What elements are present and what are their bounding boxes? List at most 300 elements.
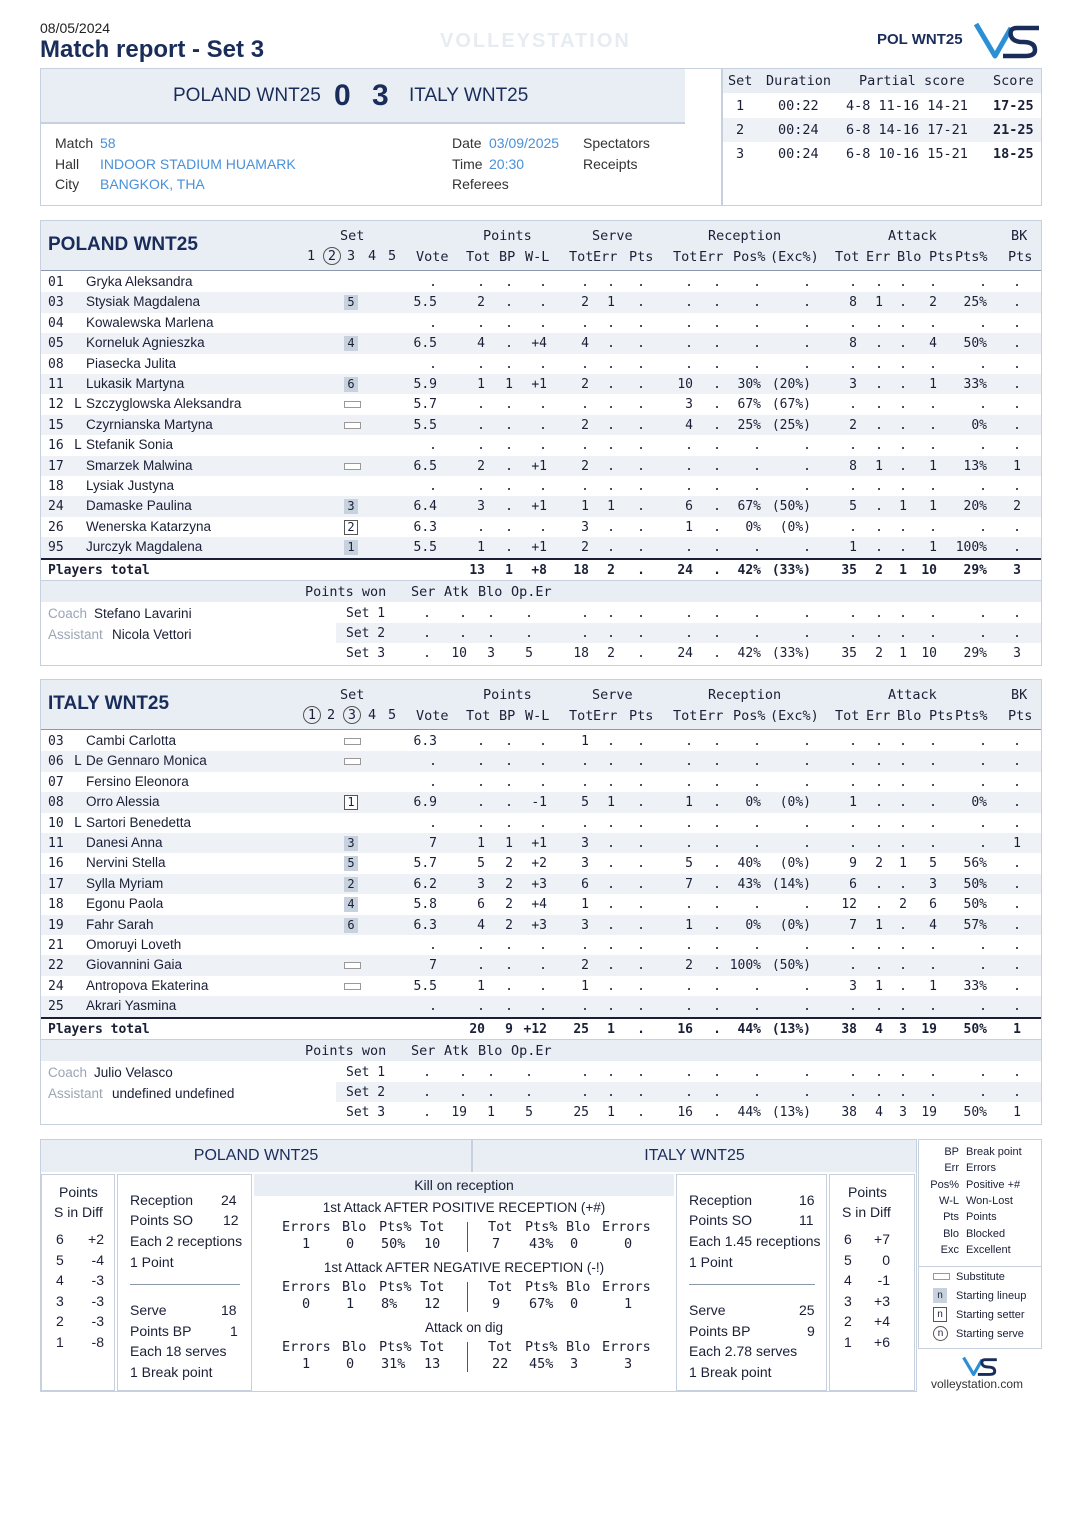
stat-spts: .: [637, 562, 645, 578]
set-duration: 00:24: [778, 146, 819, 162]
stat-bk: .: [1013, 774, 1021, 790]
stat-appct: .: [979, 438, 987, 454]
stat-appct: .: [979, 999, 987, 1015]
legend-abbr: Pts: [943, 1211, 959, 1224]
player-name: Szczyglowska Aleksandra: [86, 396, 242, 412]
block-left-value: 1: [302, 1356, 311, 1372]
stat-rpos: 25%: [737, 417, 761, 433]
stat-rtot: 5: [685, 856, 693, 872]
stat-wl: .: [539, 519, 547, 535]
stat-bp: .: [505, 295, 513, 311]
stat-spts: .: [637, 315, 645, 331]
block-right-value: 45%: [529, 1356, 554, 1372]
stat-serr: .: [607, 417, 615, 433]
stat-aerr: .: [875, 356, 883, 372]
stat-rtot: 24: [677, 646, 693, 662]
stat-rpos: 42%: [737, 646, 761, 662]
stat-serr: .: [607, 815, 615, 831]
stat-apts: 10: [921, 646, 937, 662]
set-indicator-2: 2: [327, 707, 336, 723]
stat-rpos: 30%: [737, 377, 761, 392]
stat-aerr: 2: [875, 646, 883, 662]
stat-vote: .: [429, 315, 437, 331]
stat-bk: 3: [1013, 646, 1021, 662]
atk-err-header: Err: [866, 249, 891, 265]
stat-serr: .: [607, 836, 615, 851]
stat-stot: .: [581, 1085, 589, 1100]
referees-label: Referees: [452, 176, 509, 192]
stat-serr: .: [607, 938, 615, 953]
stat-oper: 5: [525, 646, 533, 662]
stat-rerr: .: [713, 397, 721, 413]
partial-col-header: Partial score: [859, 73, 965, 89]
starting-position-badge: 5: [344, 295, 358, 310]
set-score: 17-25: [993, 98, 1034, 114]
stat-apts: 1: [929, 458, 937, 474]
stat-atot: 6: [849, 876, 857, 892]
stat-apts: .: [929, 438, 937, 454]
set-row: [723, 94, 1041, 118]
player-name: Egonu Paola: [86, 896, 164, 912]
stat-rpos: 40%: [737, 856, 761, 872]
date-time-values: [489, 133, 559, 174]
stat-rerr: .: [713, 754, 721, 770]
stat-atot: 2: [849, 417, 857, 433]
block-right-value: 0: [570, 1236, 579, 1252]
stat-bk: .: [1013, 397, 1021, 413]
stat-spts: .: [637, 815, 645, 831]
block-left-value: 0: [346, 1236, 355, 1252]
stat-ablo: .: [899, 295, 907, 311]
block-right-header: Blo: [566, 1339, 591, 1355]
stat-atk: .: [459, 626, 467, 641]
stat-ptot: 13: [469, 562, 485, 578]
starting-setter-icon: n: [933, 1307, 947, 1322]
rotation-number: 5: [56, 1251, 64, 1268]
set-stats-row: [336, 623, 1041, 643]
stat-spts: .: [637, 1105, 645, 1121]
players-total-label: Players total: [48, 562, 150, 578]
stat-rtot: .: [685, 356, 693, 372]
stat-bp: .: [505, 795, 513, 811]
city-label: City: [55, 176, 80, 192]
stat-stot: .: [581, 754, 589, 770]
serve-label: Serve: [130, 1302, 167, 1318]
stat-stot: 6: [581, 876, 589, 892]
stat-ablo: .: [899, 958, 907, 974]
stat-rerr: .: [713, 356, 721, 372]
stat-vote: .: [429, 275, 437, 290]
libero-mark: L: [74, 438, 82, 454]
stat-rpos: 67%: [737, 397, 761, 413]
stat-rerr: .: [713, 626, 721, 641]
stat-atk: .: [459, 605, 467, 621]
bk-header: BK: [1011, 687, 1028, 703]
stat-aerr: .: [875, 519, 883, 535]
coach-name: Julio Velasco: [94, 1064, 173, 1080]
stat-rpos: .: [753, 1064, 761, 1080]
player-row: [41, 894, 1041, 914]
legend-abbr: Err: [944, 1162, 959, 1175]
stat-rexc: .: [803, 295, 811, 311]
points-bp-label: Points BP: [689, 1323, 751, 1339]
one-point: 1 Point: [689, 1254, 733, 1270]
player-number: 21: [48, 938, 64, 953]
stat-oper: .: [525, 626, 533, 641]
player-row: [41, 374, 1041, 394]
set-indicator-5: 5: [388, 248, 397, 264]
stat-rpos: .: [753, 626, 761, 641]
stat-vote: .: [429, 356, 437, 372]
stat-rerr: .: [713, 1064, 721, 1080]
stat-vote: 5.7: [413, 856, 437, 872]
stat-bk: 1: [1013, 1021, 1021, 1037]
stat-aerr: 1: [875, 295, 883, 311]
legend-desc: Points: [966, 1211, 997, 1224]
serve-tot-header: Tot: [569, 708, 594, 724]
stat-bk: .: [1013, 999, 1021, 1015]
summary-home-team: POLAND WNT25: [41, 1140, 471, 1172]
stat-ptot: 1: [477, 978, 485, 994]
stat-apts: .: [929, 734, 937, 749]
stat-apts: 19: [921, 1021, 937, 1037]
stat-bk: 1: [1013, 1105, 1021, 1121]
stat-rexc: .: [803, 1085, 811, 1100]
rotation-diff: +2: [88, 1231, 104, 1247]
stat-ptot: .: [477, 754, 485, 770]
stat-ptot: 2: [477, 295, 485, 311]
points-bp-label: Points BP: [130, 1323, 192, 1339]
stat-rerr: .: [713, 917, 721, 933]
spectators-labels: [583, 133, 650, 174]
stat-wl: .: [539, 438, 547, 454]
stat-rexc: .: [803, 356, 811, 372]
points-label: Points: [848, 1184, 887, 1200]
stat-rpos: 100%: [729, 958, 761, 974]
reception-value: 16: [799, 1192, 815, 1208]
stat-bk: .: [1013, 734, 1021, 749]
stat-bp: .: [505, 417, 513, 433]
points-won-col: Op.Er: [511, 583, 552, 600]
stat-rerr: .: [713, 295, 721, 311]
starting-setter-badge: 1: [344, 795, 358, 810]
rec-exc-header: (Exc%): [770, 249, 819, 265]
player-name: Stysiak Magdalena: [86, 294, 201, 310]
serve-pts-header: Pts: [629, 708, 654, 724]
stat-rerr: .: [713, 646, 721, 662]
stat-serr: 1: [607, 1021, 615, 1037]
stat-atot: .: [849, 999, 857, 1015]
player-name: Piasecka Julita: [86, 355, 177, 371]
player-row: [41, 354, 1041, 374]
player-name: Lysiak Justyna: [86, 478, 175, 493]
stat-ptot: .: [477, 315, 485, 331]
block-right-value: 0: [570, 1296, 579, 1312]
stat-apts: .: [929, 275, 937, 290]
stat-apts: .: [929, 958, 937, 974]
stat-ablo: .: [899, 540, 907, 556]
player-name: Danesi Anna: [86, 835, 163, 850]
player-number: 17: [48, 458, 64, 474]
stat-serr: 1: [607, 1105, 615, 1121]
stat-rtot: .: [685, 626, 693, 641]
stat-rexc: (0%): [779, 519, 811, 535]
stat-serr: .: [607, 336, 615, 352]
player-name: Orro Alessia: [86, 794, 160, 810]
stat-serr: .: [607, 734, 615, 749]
player-row: [41, 415, 1041, 435]
stat-stot: 18: [573, 646, 589, 662]
player-name: Jurczyk Magdalena: [86, 539, 203, 555]
serve-header: Serve: [592, 228, 633, 244]
stat-bp: .: [505, 734, 513, 749]
stat-rerr: .: [713, 336, 721, 352]
stat-vote: 5.5: [413, 417, 437, 433]
substitute-icon: [933, 1273, 950, 1280]
stat-rpos: .: [753, 336, 761, 352]
home-rotation-column: [41, 1174, 115, 1391]
stat-spts: .: [637, 978, 645, 994]
stat-apts: 5: [929, 856, 937, 872]
stat-bk: .: [1013, 295, 1021, 311]
set-number: 1: [736, 98, 745, 114]
block-left-value: 13: [424, 1356, 441, 1372]
stat-stot: .: [581, 815, 589, 831]
stat-appct: 0%: [971, 417, 987, 433]
block-divider: [467, 1342, 468, 1372]
stat-appct: 0%: [971, 795, 987, 811]
stat-spts: .: [637, 499, 645, 515]
stat-rerr: .: [713, 540, 721, 556]
stat-aerr: .: [875, 336, 883, 352]
block-right-header: Errors: [602, 1279, 651, 1295]
stat-aerr: .: [875, 795, 883, 811]
diff-label: Diff: [82, 1204, 103, 1220]
stat-rexc: .: [803, 540, 811, 556]
stat-vote: .: [429, 479, 437, 494]
stat-serr: .: [607, 275, 615, 290]
stat-rpos: 44%: [737, 1021, 761, 1037]
wl-header: W-L: [525, 249, 550, 265]
player-row: [41, 456, 1041, 476]
stat-vote: 6.5: [413, 336, 437, 352]
stat-atot: .: [849, 958, 857, 974]
stat-rtot: .: [685, 897, 693, 913]
stat-atk: .: [459, 1064, 467, 1080]
rotation-number: 1: [844, 1333, 852, 1350]
set-col-header: Set: [728, 73, 753, 89]
stat-aerr: .: [875, 999, 883, 1015]
block-left-value: 8%: [381, 1296, 398, 1312]
stat-rexc: .: [803, 605, 811, 621]
stat-apts: .: [929, 815, 937, 831]
separator: [689, 1284, 815, 1285]
set-header: Set: [340, 687, 365, 703]
player-number: 26: [48, 519, 64, 535]
stat-rtot: .: [685, 815, 693, 831]
player-name: Omoruyi Loveth: [86, 937, 182, 952]
each-serves: Each 18 serves: [130, 1343, 227, 1359]
stat-serr: 1: [607, 295, 615, 311]
stat-wl: .: [539, 999, 547, 1015]
stat-rexc: .: [803, 626, 811, 641]
block-right-value: 67%: [529, 1296, 554, 1312]
stat-stot: 25: [573, 1105, 589, 1121]
set-partial: 6-8 10-16 15-21: [846, 146, 968, 162]
stat-ablo: .: [899, 815, 907, 831]
stat-wl: .: [539, 417, 547, 433]
player-number: 24: [48, 978, 64, 994]
stat-atot: 3: [849, 978, 857, 994]
stat-apts: .: [929, 1085, 937, 1100]
player-number: 10: [48, 815, 64, 831]
stat-bp: 1: [505, 562, 513, 578]
stat-rerr: .: [713, 275, 721, 290]
player-row: [41, 792, 1041, 812]
stat-atot: .: [849, 1064, 857, 1080]
home-team-stats-table: [40, 220, 1042, 666]
stat-apts: 1: [929, 978, 937, 994]
stat-rtot: .: [685, 315, 693, 331]
stat-atot: 5: [849, 499, 857, 515]
stat-spts: .: [637, 479, 645, 494]
stat-vote: 5.9: [413, 377, 437, 392]
stat-ser: .: [423, 605, 431, 621]
player-name: Fahr Sarah: [86, 916, 154, 932]
stat-bp: 2: [505, 917, 513, 933]
set-number: 2: [736, 122, 745, 138]
atk-tot-header: Tot: [835, 249, 860, 265]
match-time: 20:30: [489, 155, 525, 172]
break-point: 1 Break point: [130, 1364, 213, 1380]
block-left-header: Pts%: [379, 1339, 412, 1355]
stat-spts: .: [637, 519, 645, 535]
stat-appct: 25%: [963, 295, 987, 311]
stat-rtot: .: [685, 438, 693, 454]
set-row: [723, 118, 1041, 142]
stat-stot: 3: [581, 519, 589, 535]
serve-value: 25: [799, 1302, 815, 1318]
match-number: 58: [100, 135, 116, 151]
points-so-label: Points SO: [689, 1212, 753, 1228]
rotation-number: 3: [56, 1292, 64, 1309]
stat-ptot: .: [477, 938, 485, 953]
stat-apts: .: [929, 938, 937, 953]
stat-vote: .: [429, 999, 437, 1015]
stat-rpos: .: [753, 605, 761, 621]
stat-spts: .: [637, 295, 645, 311]
stat-rtot: .: [685, 605, 693, 621]
stat-ablo: .: [899, 315, 907, 331]
stat-ptot: .: [477, 519, 485, 535]
match-info-labels: [55, 133, 93, 195]
stat-rpos: .: [753, 938, 761, 953]
block-right-value: 7: [492, 1236, 501, 1252]
atk-err-header: Err: [866, 708, 891, 724]
stat-ptot: 1: [477, 540, 485, 556]
away-team-name: ITALY WNT25: [409, 85, 529, 106]
substitute-icon: [344, 758, 361, 765]
starting-position-badge: 3: [344, 499, 358, 514]
stat-apts: .: [929, 417, 937, 433]
stat-serr: .: [607, 958, 615, 974]
points-won-col: Blo: [478, 1042, 503, 1059]
stat-rexc: .: [803, 315, 811, 331]
player-name: Antropova Ekaterina: [86, 977, 209, 993]
block-title: 1st Attack AFTER POSITIVE RECEPTION (+#): [322, 1200, 606, 1215]
stat-atot: 3: [849, 377, 857, 392]
stat-rexc: .: [803, 978, 811, 994]
stat-ablo: 2: [899, 897, 907, 913]
points-header: Points: [483, 687, 532, 703]
stat-ptot: 4: [477, 917, 485, 933]
stat-rexc: .: [803, 999, 811, 1015]
points-won-col: Atk: [444, 1042, 469, 1059]
player-row: [41, 751, 1041, 771]
stat-aerr: .: [875, 499, 883, 515]
away-rotation-column: [829, 1174, 915, 1391]
stat-spts: .: [637, 1064, 645, 1080]
stat-aerr: .: [875, 754, 883, 770]
stat-serr: .: [607, 856, 615, 872]
stat-stot: 5: [581, 795, 589, 811]
set-indicator-5: 5: [388, 707, 397, 723]
match-label: Match: [55, 135, 94, 151]
rotation-diff: +3: [874, 1292, 890, 1309]
one-point: 1 Point: [130, 1254, 174, 1270]
stat-blo: 3: [487, 646, 495, 662]
player-number: 12: [48, 397, 64, 413]
stat-ablo: .: [899, 836, 907, 851]
stat-atot: 12: [841, 897, 857, 913]
stat-rexc: (0%): [779, 795, 811, 811]
serve-pts-header: Pts: [629, 249, 654, 265]
player-number: 05: [48, 336, 64, 352]
rotation-number: 5: [844, 1251, 852, 1268]
stat-rtot: 16: [677, 1105, 693, 1121]
set-label: Set 2: [346, 1085, 386, 1100]
stat-rexc: .: [803, 897, 811, 913]
vote-header: Vote: [416, 249, 449, 265]
stat-rerr: .: [713, 1085, 721, 1100]
stat-aerr: .: [875, 540, 883, 556]
rec-err-header: Err: [699, 708, 724, 724]
stat-bp: .: [505, 938, 513, 953]
stat-spts: .: [637, 458, 645, 474]
reception-value: 24: [221, 1192, 237, 1208]
stat-atot: .: [849, 754, 857, 770]
report-date: 08/05/2024: [40, 20, 111, 36]
stat-ablo: .: [899, 734, 907, 749]
stat-apts: .: [929, 356, 937, 372]
legend-abbr: Blo: [943, 1227, 959, 1240]
stat-appct: 56%: [963, 856, 987, 872]
stat-stot: .: [581, 605, 589, 621]
set-duration: 00:22: [778, 98, 819, 114]
set-duration: 00:24: [778, 122, 819, 138]
starting-position-badge: 2: [344, 877, 358, 892]
rotation-number: 6: [56, 1231, 64, 1247]
reception-label: Reception: [689, 1192, 753, 1208]
stat-bk: .: [1013, 938, 1021, 953]
set-partial: 4-8 11-16 14-21: [846, 98, 968, 114]
stat-aerr: 4: [875, 1105, 883, 1121]
stat-bp: 9: [505, 1021, 513, 1037]
set-indicator-1: 1: [303, 706, 321, 724]
rotation-diff: 0: [882, 1251, 890, 1268]
points-so-value: 11: [799, 1212, 814, 1228]
stat-bp: .: [505, 479, 513, 494]
